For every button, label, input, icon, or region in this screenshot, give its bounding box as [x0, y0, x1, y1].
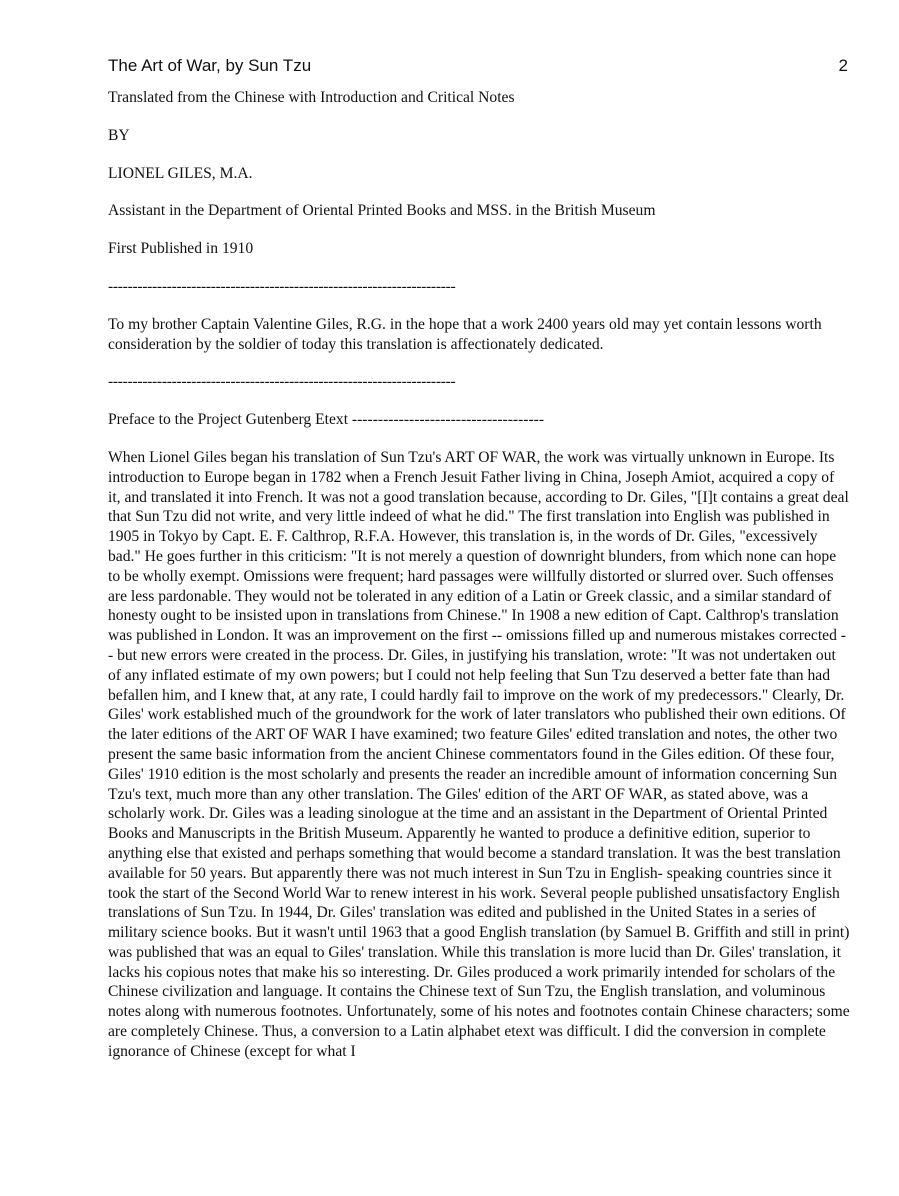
- dedication: To my brother Captain Valentine Giles, R.G. in the hope that a work 2400 years old may yet contain lessons worth consideration by the soldier of today this translation is affectionately dedicated.: [108, 315, 822, 353]
- separator-rule: -----------------------------------------------------------------------: [108, 373, 456, 391]
- document-body: [108, 88, 850, 1080]
- by-line: BY: [108, 126, 130, 144]
- preface-heading: Preface to the Project Gutenberg Etext -------------------------------------: [108, 411, 545, 429]
- author-name: LIONEL GILES, M.A.: [108, 164, 253, 182]
- subtitle: Translated from the Chinese with Introduction and Critical Notes: [108, 89, 515, 106]
- separator-rule: -----------------------------------------------------------------------: [108, 277, 456, 295]
- author-position: Assistant in the Department of Oriental Printed Books and MSS. in the British Museum: [108, 202, 656, 220]
- preface-paragraph: When Lionel Giles began his translation of Sun Tzu's ART OF WAR, the work was virtually unknown in Europe. Its introduction to Europe began in 1782 when a French Jesuit Father living in China, Joseph Amiot, acquired a copy of it, and translated it into French. It was not a good translation because, according to Dr. Giles, "[I]t contains a great deal that Sun Tzu did not write, and very little indeed of what he did." The first translation into English was published in 1905 in Tokyo by Capt. E. F. Calthrop, R.F.A. However, this translation is, in the words of Dr. Giles, "excessively bad." He goes further in this criticism: "It is not merely a question of downright blunders, from which none can hope to be wholly exempt. Omissions were frequent; hard passages were willfully distorted or slurred over. Such offenses are less pardonable. They would not be tolerated in any edition of a Latin or Greek classic, and a similar standard of honesty ought to be insisted upon in translations from Chinese." In 1908 a new edition of Capt. Calthrop's translation was published in London. It was an improvement on the first -- omissions filled up and numerous mistakes corrected -- but new errors were created in the process. Dr. Giles, in justifying his translation, wrote: "It was not undertaken out of any inflated estimate of my own powers; but I could not help feeling that Sun Tzu deserved a better fate than had befallen him, and I knew that, at any rate, I could hardly fail to improve on the work of my predecessors." Clearly, Dr. Giles' work established much of the groundwork for the work of later translators who published their own editions. Of the later editions of the ART OF WAR I have examined; two feature Giles' edited translation and notes, the other two present the same basic information from the ancient Chinese commentators found in the Giles edition. Of these four, Giles' 1910 edition is the most scholarly and presents the reader an incredible amount of information concerning Sun Tzu's text, much more than any other translation. The Giles' edition of the ART OF WAR, as stated above, was a scholarly work. Dr. Giles was a leading sinologue at the time and an assistant in the Department of Oriental Printed Books and Manuscripts in the British Museum. Apparently he wanted to produce a definitive edition, superior to anything else that existed and perhaps something that would become a standard translation. It was the best translation available for 50 years. But apparently there was not much interest in Sun Tzu in English- speaking countries since it took the start of the Second World War to renew interest in his work. Several people published unsatisfactory English translations of Sun Tzu. In 1944, Dr. Giles' translation was edited and published in the United States in a series of military science books. But it wasn't until 1963 that a good English translation (by Samuel B. Griffith and still in print) was published that was an equal to Giles' translation. While this translation is more lucid than Dr. Giles' translation, it lacks his copious notes that make his so interesting. Dr. Giles produced a work primarily intended for scholars of the Chinese civilization and language. It contains the Chinese text of Sun Tzu, the English translation, and voluminous notes along with numerous footnotes. Unfortunately, some of his notes and footnotes contain Chinese characters; some are completely Chinese. Thus, a conversion to a Latin alphabet etext was difficult. I did the conversion in complete ignorance of Chinese (except for what I: [108, 448, 850, 1060]
- publication-date: First Published in 1910: [108, 240, 254, 258]
- page-number: 2: [838, 56, 848, 75]
- running-title: The Art of War, by Sun Tzu: [108, 56, 312, 75]
